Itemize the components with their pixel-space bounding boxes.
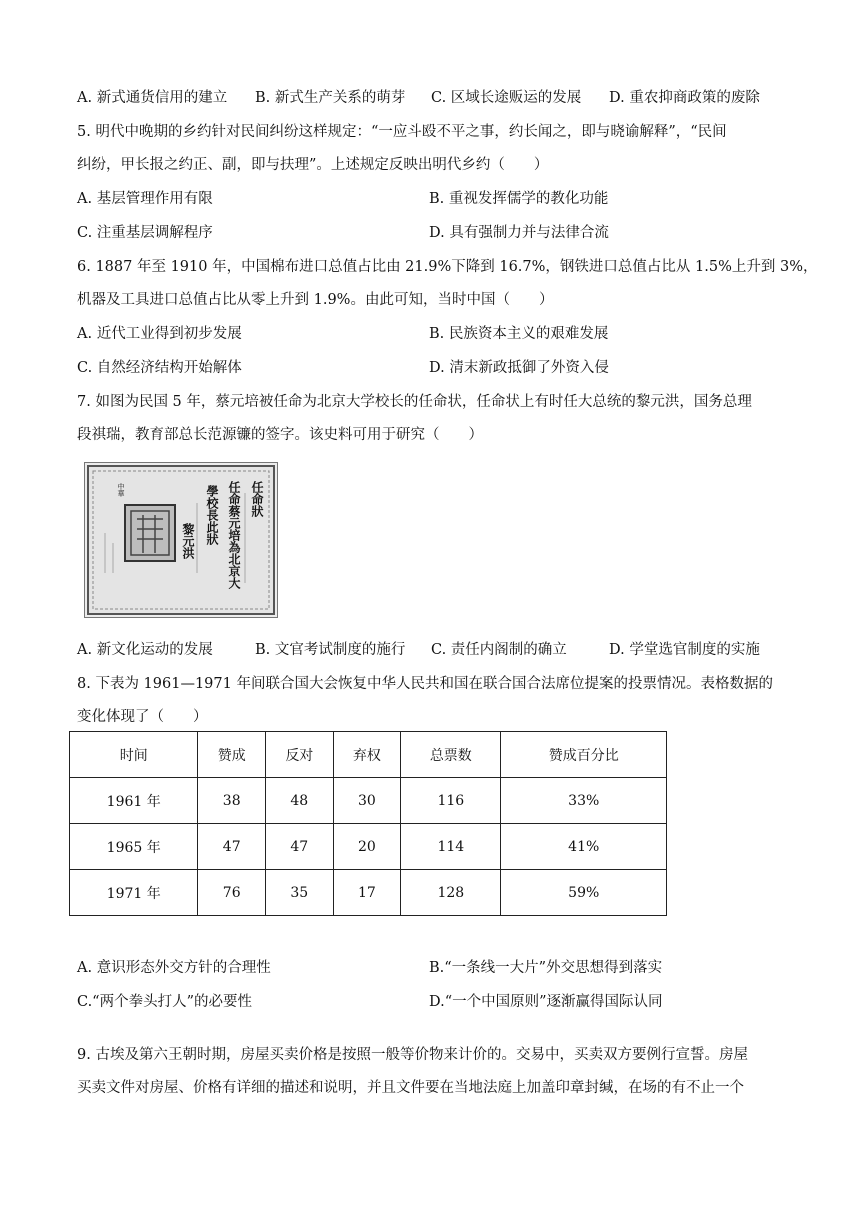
q5-stem-line-1: 5. 明代中晚期的乡约针对民间纠纷这样规定：“一应斗殴不平之事，约长闻之，即与晓谕解释”，“民间: [77, 124, 727, 140]
q6-stem-line-2: 机器及工具进口总值占比从零上升到 1.9%。由此可知，当时中国（ ）: [77, 292, 554, 308]
q6-option-b: B. 民族资本主义的艰难发展: [429, 326, 609, 342]
q5-option-c: C. 注重基层调解程序: [77, 225, 213, 241]
vote-table: [69, 731, 667, 916]
q4-option-a: A. 新式通货信用的建立: [77, 90, 228, 106]
table-header-cell: 反对: [266, 732, 334, 778]
table-header-cell: 弃权: [333, 732, 401, 778]
q7-stem-line-2: 段祺瑞，教育部总长范源镰的签字。该史料可用于研究（ ）: [77, 427, 483, 443]
official-seal: [125, 505, 175, 561]
table-cell: 35: [266, 870, 334, 916]
q5-option-a: A. 基层管理作用有限: [77, 191, 213, 207]
table-header-cell: 赞成百分比: [501, 732, 667, 778]
q8-option-c: C.“两个拳头打人”的必要性: [77, 994, 253, 1010]
table-header-cell: 赞成: [198, 732, 266, 778]
table-cell: 116: [401, 778, 501, 824]
table-cell: 1965 年: [70, 824, 198, 870]
q7-option-b: B. 文官考试制度的施行: [255, 642, 406, 658]
q4-options: [77, 88, 797, 108]
svg-text:中華: 中華: [117, 483, 125, 497]
q7-option-a: A. 新文化运动的发展: [77, 642, 213, 658]
table-cell: 38: [198, 778, 266, 824]
table-cell: 76: [198, 870, 266, 916]
table-cell: 1971 年: [70, 870, 198, 916]
table-header-cell: 时间: [70, 732, 198, 778]
table-header-cell: 总票数: [401, 732, 501, 778]
table-cell: 20: [333, 824, 401, 870]
table-header-row: [70, 732, 667, 778]
q8-option-d: D.“一个中国原则”逐渐赢得国际认同: [429, 994, 663, 1010]
table-cell: 114: [401, 824, 501, 870]
appointment-certificate-image: [84, 462, 278, 618]
q6-option-a: A. 近代工业得到初步发展: [77, 326, 242, 342]
table-cell: 1961 年: [70, 778, 198, 824]
table-row: [70, 870, 667, 916]
q7-option-d: D. 学堂选官制度的实施: [609, 642, 760, 658]
q6-stem-line-1: 6. 1887 年至 1910 年，中国棉布进口总值占比由 21.9%下降到 16.7%，钢铁进口总值占比从 1.5%上升到 3%，: [77, 259, 818, 275]
table-cell: 17: [333, 870, 401, 916]
svg-text:任命狀: 任命狀: [250, 481, 264, 517]
q6-option-c: C. 自然经济结构开始解体: [77, 360, 242, 376]
svg-text:黎元洪: 黎元洪: [181, 523, 195, 559]
q8-option-b: B.“一条线一大片”外交思想得到落实: [429, 960, 663, 976]
q9-stem-line-2: 买卖文件对房屋、价格有详细的描述和说明，并且文件要在当地法庭上加盖印章封缄，在场的有不止一个: [77, 1080, 744, 1096]
q8-option-a: A. 意识形态外交方针的合理性: [77, 960, 271, 976]
table-cell: 48: [266, 778, 334, 824]
svg-text:學校長此狀: 學校長此狀: [205, 485, 219, 545]
table-cell: 41%: [501, 824, 667, 870]
q9-stem-line-1: 9. 古埃及第六王朝时期，房屋买卖价格是按照一般等价物来计价的。交易中，买卖双方要例行宣誓。房屋: [77, 1047, 748, 1063]
q5-option-b: B. 重视发挥儒学的教化功能: [429, 191, 609, 207]
q7-option-c: C. 责任内阁制的确立: [431, 642, 567, 658]
svg-text:任命蔡元培為北京大: 任命蔡元培為北京大: [227, 481, 241, 589]
table-cell: 47: [266, 824, 334, 870]
q4-option-c: C. 区域长途贩运的发展: [431, 90, 582, 106]
table-cell: 33%: [501, 778, 667, 824]
table-cell: 47: [198, 824, 266, 870]
q7-options: [77, 640, 797, 660]
q6-option-d: D. 清末新政抵御了外资入侵: [429, 360, 609, 376]
q7-stem-line-1: 7. 如图为民国 5 年，蔡元培被任命为北京大学校长的任命状，任命状上有时任大总统的黎元洪，国务总理: [77, 394, 752, 410]
table-row: [70, 778, 667, 824]
q8-stem-line-2: 变化体现了（ ）: [77, 709, 208, 725]
q5-option-d: D. 具有强制力并与法律合流: [429, 225, 609, 241]
q4-option-d: D. 重农抑商政策的废除: [609, 90, 760, 106]
table-row: [70, 824, 667, 870]
q4-option-b: B. 新式生产关系的萌芽: [255, 90, 406, 106]
certificate-illustration: [85, 463, 277, 617]
table-cell: 30: [333, 778, 401, 824]
table-cell: 59%: [501, 870, 667, 916]
q8-stem-line-1: 8. 下表为 1961—1971 年间联合国大会恢复中华人民共和国在联合国合法席位提案的投票情况。表格数据的: [77, 676, 773, 692]
table-cell: 128: [401, 870, 501, 916]
q5-stem-line-2: 纠纷，甲长报之约正、副，即与扶理”。上述规定反映出明代乡约（ ）: [77, 157, 549, 173]
